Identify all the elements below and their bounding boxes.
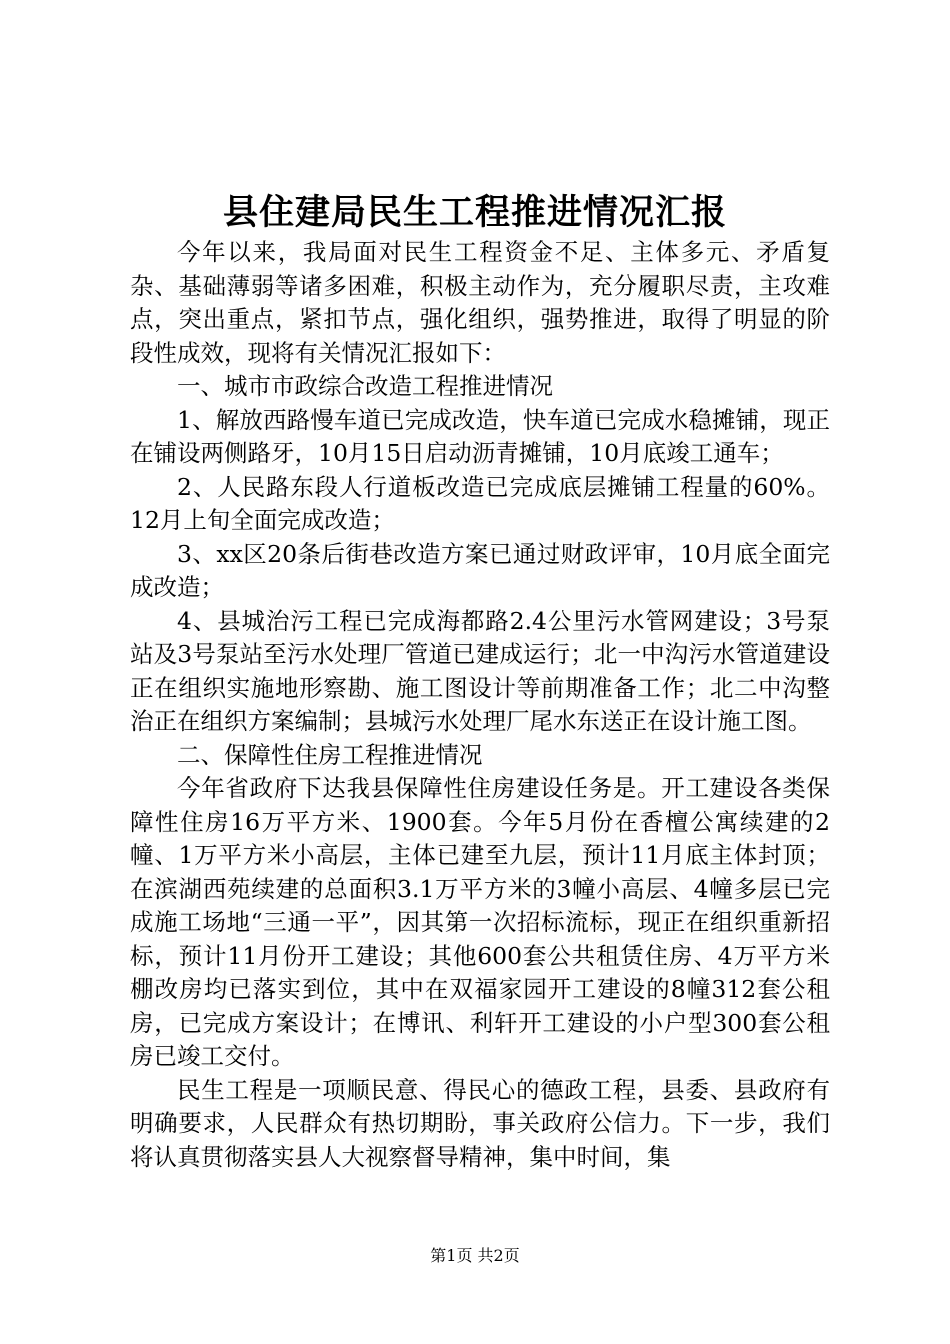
paragraph-item-4: 4、县城治污工程已完成海都路2.4公里污水管网建设；3号泵站及3号泵站至污水处理厂管道已建成运行；北一中沟污水管道建设正在组织实施地形察勘、施工图设计等前期准备工作；北二中沟整治正在组织方案编制；县城污水处理厂尾水东送正在设计施工图。 <box>130 606 830 735</box>
paragraph-housing: 今年省政府下达我县保障性住房建设任务是。开工建设各类保障性住房16万平方米、1900套。今年5月份在香檀公寓续建的2幢、1万平方米小高层，主体已建至九层，预计11月底主体封顶；在滨湖西苑续建的总面积3.1万平方米的3幢小高层、4幢多层已完成施工场地“三通一平”，因其第一次招标流标，现正在组织重新招标，预计11月份开工建设；其他600套公共租赁住房、4万平方米棚改房均已落实到位，其中在双福家园开工建设的8幢312套公租房，已完成方案设计；在博讯、利轩开工建设的小户型300套公租房已竣工交付。 <box>130 774 830 1070</box>
paragraph-item-3: 3、xx区20条后街巷改造方案已通过财政评审，10月底全面完成改造； <box>130 539 830 601</box>
paragraph-item-2: 2、人民路东段人行道板改造已完成底层摊铺工程量的60%。12月上旬全面完成改造； <box>130 472 830 534</box>
paragraph-conclusion: 民生工程是一项顺民意、得民心的德政工程，县委、县政府有明确要求，人民群众有热切期盼，事关政府公信力。下一步，我们将认真贯彻落实县人大视察督导精神，集中时间，集 <box>130 1075 830 1171</box>
page-footer: 第1页 共2页 <box>430 1246 520 1265</box>
paragraph-intro: 今年以来，我局面对民生工程资金不足、主体多元、矛盾复杂、基础薄弱等诸多困难，积极主动作为，充分履职尽责，主攻难点，突出重点，紧扣节点，强化组织，强势推进，取得了明显的阶段性成效，现将有关情况汇报如下： <box>130 238 830 367</box>
section-heading-1: 一、城市市政综合改造工程推进情况 <box>177 372 553 400</box>
document-title: 县住建局民生工程推进情况汇报 <box>222 192 727 233</box>
document-body <box>130 236 830 1174</box>
paragraph-item-1: 1、解放西路慢车道已完成改造，快车道已完成水稳摊铺，现正在铺设两侧路牙，10月15日启动沥青摊铺，10月底竣工通车； <box>130 405 830 467</box>
section-heading-2: 二、保障性住房工程推进情况 <box>177 740 483 769</box>
